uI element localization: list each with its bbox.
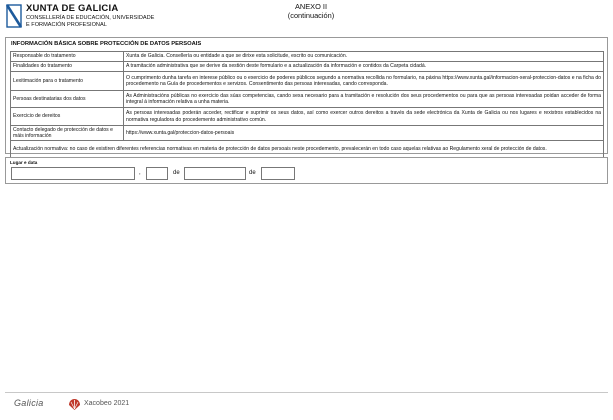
- year-input[interactable]: [261, 167, 295, 180]
- table-row: [11, 52, 604, 62]
- month-input[interactable]: [184, 167, 246, 180]
- de-separator-1: de: [173, 170, 180, 176]
- xacobeo-logo-text: Xacobeo 2021: [84, 400, 130, 407]
- row-value: A tramitación administrativa que se derive da xestión deste formulario e a actualización da información e contidos da Carpeta cidadá.: [124, 62, 604, 72]
- privacy-table: [10, 51, 604, 158]
- xacobeo-shell-icon: [68, 398, 81, 411]
- org-subtitle: [26, 15, 176, 28]
- table-row: [11, 108, 604, 126]
- row-label: Persoas destinatarias dos datos: [11, 91, 124, 108]
- place-input[interactable]: [11, 167, 135, 180]
- table-row: [11, 72, 604, 91]
- annex-title: ANEXO II: [294, 2, 328, 11]
- place-date-panel: [5, 157, 608, 184]
- footer-divider: [5, 392, 608, 393]
- row-value: O cumprimento dunha tarefa en interese público ou o exercicio de poderes públicos segundo a normativa recollida no formulario, na páxina https://www.xunta.gal/informacion-xeral-proteccion-datos e na ficha do procedemento na Guía de procedementos e servizos. Consentimento das persoas interesadas, cando corresponda.: [124, 72, 604, 91]
- privacy-info-panel: [5, 37, 608, 154]
- row-label: Contacto delegado de protección de datos e máis información: [11, 126, 124, 141]
- row-label: Lexitimación para o tratamento: [11, 72, 124, 91]
- place-date-label: Lugar e data: [10, 160, 38, 165]
- table-row: [11, 126, 604, 141]
- annex-subtitle: (continuación): [287, 11, 335, 20]
- row-label: Exercicio de dereitos: [11, 108, 124, 126]
- galicia-logo: Galicia: [14, 398, 44, 408]
- org-subtitle-line-2: E FORMACIÓN PROFESIONAL: [26, 21, 107, 28]
- de-separator-2: de: [249, 170, 256, 176]
- day-input[interactable]: [146, 167, 168, 180]
- org-subtitle-line-1: CONSELLERÍA DE EDUCACIÓN, UNIVERSIDADE: [26, 15, 155, 21]
- org-name: XUNTA DE GALICIA: [26, 3, 119, 14]
- row-label: Responsable do tratamento: [11, 52, 124, 62]
- regulatory-footnote: Actualización normativa: no caso de existiren diferentes referencias normativas en materia de protección de datos persoais neste procedemento, prevalecerán en todo caso aquelas relativas ao Regulamento xeral de protección de datos.: [11, 141, 604, 158]
- comma-separator: ,: [139, 170, 141, 176]
- row-value: As persoas interesadas poderán acceder, rectificar e suprimir os seus datos, así como exercer outros dereitos a través da sede electrónica da Xunta de Galicia ou nos lugares e rexistros establecidos na normativa reguladora do procedemento administrativo común.: [124, 108, 604, 126]
- table-row: [11, 91, 604, 108]
- annex-heading: [271, 2, 351, 20]
- privacy-title: INFORMACIÓN BÁSICA SOBRE PROTECCIÓN DE DATOS PERSOAIS: [11, 41, 202, 47]
- document-header: [0, 0, 613, 36]
- row-value-link[interactable]: https://www.xunta.gal/proteccion-datos-persoais: [124, 126, 604, 141]
- table-row: [11, 62, 604, 72]
- row-value: Xunta de Galicia. Consellería ou entidade a que se dirixe esta solicitude, escrito ou comunicación.: [124, 52, 604, 62]
- xunta-crest-icon: [6, 4, 22, 28]
- row-label: Finalidades do tratamento: [11, 62, 124, 72]
- row-value: As Administracións públicas no exercicio das súas competencias, cando sexa necesario para a tramitación e resolución dos seus procedementos ou para que as persoas interesadas poidan acceder de forma integral á información relativa a unha materia.: [124, 91, 604, 108]
- table-row: [11, 141, 604, 158]
